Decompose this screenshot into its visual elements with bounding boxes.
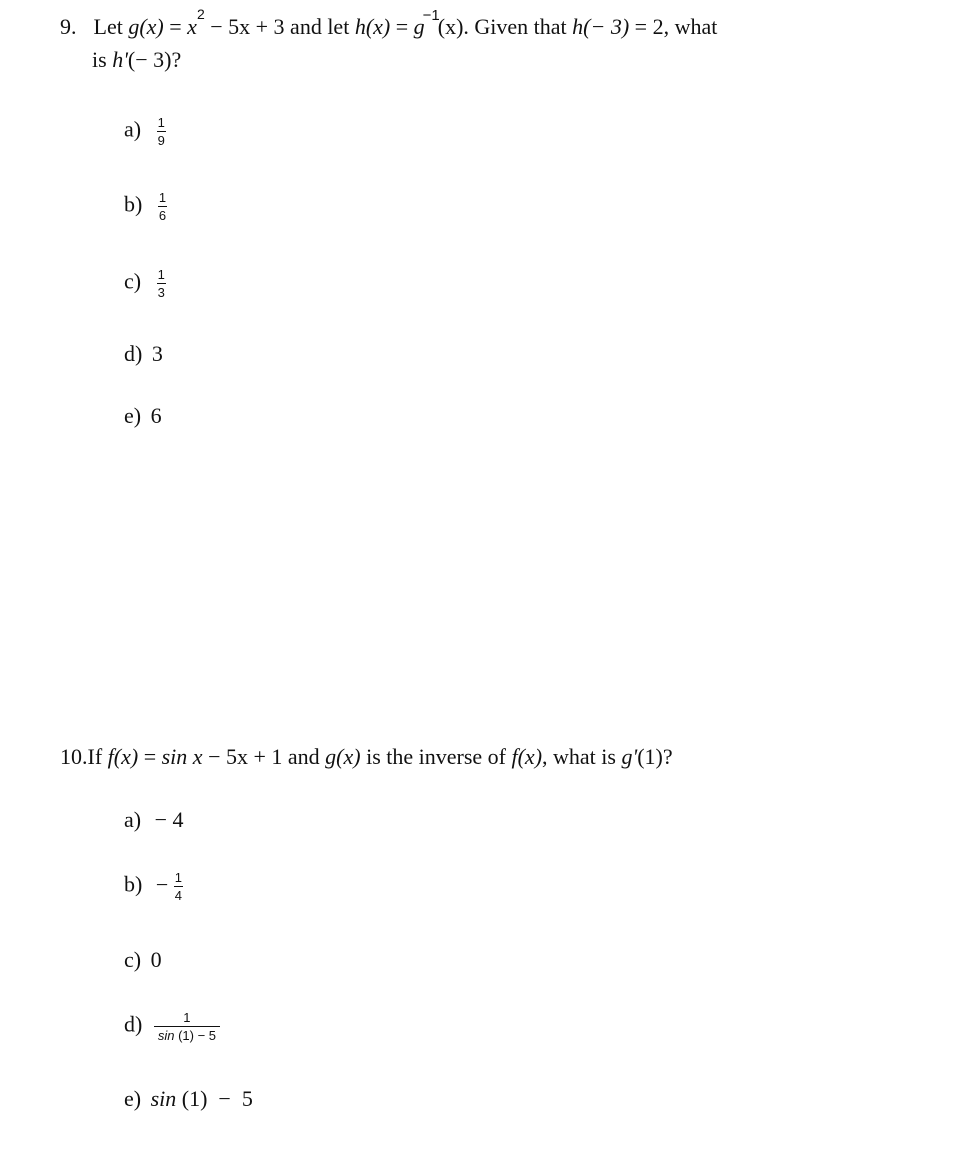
option-letter: d) [124,341,143,366]
q9-line2 [92,49,181,71]
fraction [174,871,183,902]
q9-x: x [187,14,197,39]
q10-option-c [124,949,162,971]
fraction [154,1011,220,1042]
q9-option-a [124,116,166,147]
q9-line2-h: h' [112,47,128,72]
q10-rest2: is the inverse of [366,744,506,769]
option-letter: e) [124,1086,142,1111]
option-letter: a) [124,116,142,142]
fraction-numerator: 1 [157,267,165,282]
q9-line2-is: is [92,47,107,72]
option-letter: c) [124,268,142,294]
fraction-denominator [154,1027,220,1042]
q10-number: 10. [60,744,88,769]
q9-g-of-x: g(x) [128,14,164,39]
fraction [157,268,166,299]
option-letter: b) [124,871,143,897]
option-sin: sin [150,1086,177,1111]
option-value: 0 [150,947,162,972]
q10-f-of-x: f(x) [107,744,139,769]
fraction-numerator: 1 [174,870,182,885]
q9-cond-rest: 2, what [652,14,718,39]
q9-g: g [413,14,425,39]
q10-g-of-x: g(x) [325,744,361,769]
q9-h-cond: h(− 3) [572,14,630,39]
q9-text-let: Let [93,14,123,39]
q9-eq3: = [634,14,648,39]
q9-minus-5x-plus-3: − 5x + 3 and let [210,14,350,39]
q10-option-e [124,1088,253,1110]
fraction-denominator: 3 [157,285,165,300]
q9-option-d [124,343,163,365]
option-value: 3 [151,341,163,366]
q9-number: 9. [60,14,77,39]
q10-text-if: If [87,744,103,769]
q10-eq: = [143,744,157,769]
option-value-rest: (1) − 5 [181,1086,253,1111]
fraction [157,116,166,147]
q9-option-c [124,268,166,299]
option-letter: d) [124,1011,143,1037]
option-value: − 4 [154,807,184,832]
fraction [158,191,167,222]
option-sign: − [155,871,169,897]
q10-option-b [124,871,183,902]
q9-exp2: 2 [196,6,205,22]
fraction-den-rest: (1) − 5 [178,1028,217,1043]
q9-paren-x: (x). Given that [437,14,567,39]
q10-option-d [124,1011,220,1042]
q10-option-a [124,809,184,831]
q10-line1 [60,746,673,768]
option-letter: a) [124,807,142,832]
option-value: 6 [150,403,162,428]
fraction-numerator: 1 [158,190,167,205]
q10-rest4: (1)? [637,744,673,769]
q10-g-prime: g' [621,744,638,769]
q10-f-of-x2: f(x) [511,744,543,769]
q9-eq2: = [395,14,409,39]
fraction-denominator: 4 [174,888,182,903]
q10-rest3: , what is [542,744,616,769]
q9-option-b [124,191,167,222]
fraction-numerator: 1 [183,1010,191,1025]
q10-sin-x: sin x [161,744,203,769]
q9-h-of-x: h(x) [354,14,391,39]
q9-option-e [124,405,162,427]
q9-line1 [60,6,718,39]
option-letter: b) [124,191,143,217]
fraction-denominator: 6 [158,208,167,223]
q9-exp-inv: −1 [422,7,440,24]
fraction-den-sin: sin [157,1028,175,1043]
q9-eq: = [169,14,182,39]
option-letter: e) [124,403,142,428]
fraction-denominator: 9 [157,133,165,148]
option-letter: c) [124,947,142,972]
q9-line2-rest: (− 3)? [127,47,182,72]
q10-rest1: − 5x + 1 and [208,744,320,769]
fraction-numerator: 1 [157,115,165,130]
